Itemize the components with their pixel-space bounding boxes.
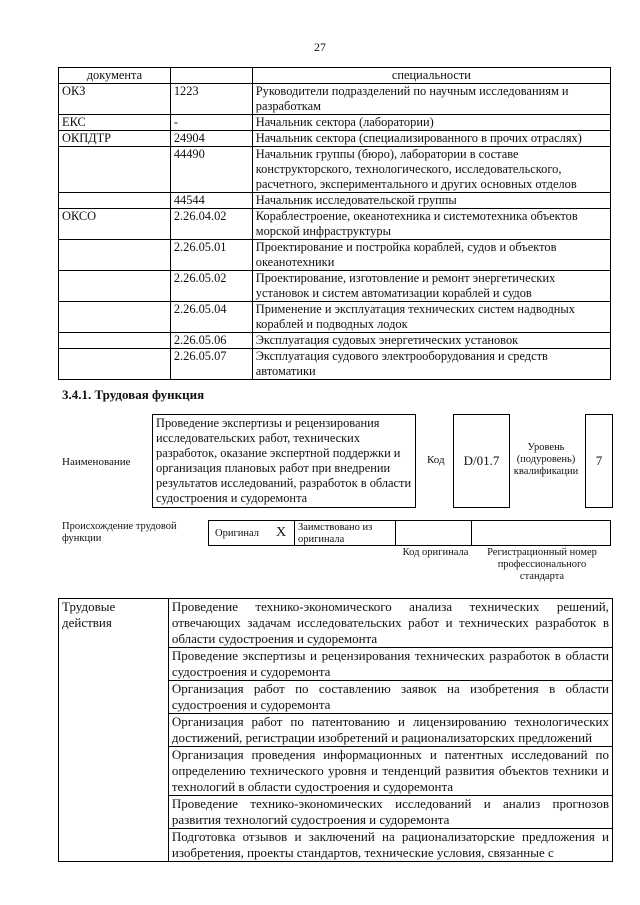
labor-action-item: Проведение технико-экономических исследований и анализ прогнозов развития технологий судостроения и судоремонта bbox=[168, 796, 612, 829]
row-code: 24904 bbox=[170, 131, 252, 147]
row-specialty: Эксплуатация судовых энергетических установок bbox=[252, 333, 610, 349]
table-row bbox=[59, 115, 611, 131]
row-document: ОКПДТР bbox=[59, 131, 171, 147]
row-code: 44490 bbox=[170, 147, 252, 193]
row-specialty: Начальник исследовательской группы bbox=[252, 193, 610, 209]
row-specialty: Начальник сектора (специализированного в прочих отраслях) bbox=[252, 131, 610, 147]
labor-action-item: Организация работ по патентованию и лицензированию технологических достижений, регистрации изобретений и рационализаторских предложений bbox=[168, 714, 612, 747]
row-document: ОКСО bbox=[59, 209, 171, 240]
row-code: 2.26.05.06 bbox=[170, 333, 252, 349]
row-specialty: Руководители подразделений по научным исследованиям и разработкам bbox=[252, 84, 610, 115]
level-label: Уровень (подуровень) квалификации bbox=[513, 442, 579, 477]
labor-actions-label: Трудовые действия bbox=[59, 599, 169, 862]
qualification-level-value: 7 bbox=[595, 453, 603, 468]
documents-table bbox=[58, 67, 611, 380]
table-row bbox=[59, 209, 611, 240]
row-code: 44544 bbox=[170, 193, 252, 209]
origin-label: Происхождение трудовой функции bbox=[62, 521, 177, 544]
table-row bbox=[59, 131, 611, 147]
table-row bbox=[59, 271, 611, 302]
function-name-text: Проведение экспертизы и рецензирования исследовательских работ, технических разработок, оказание экспертной поддержки и организация плановых работ при внедрении результатов исследований, разработок в области судостроения и судоремонта bbox=[156, 416, 412, 505]
page-number: 27 bbox=[314, 40, 326, 54]
borrowed-label: Заимствовано из оригинала bbox=[298, 522, 373, 545]
row-document: ЕКС bbox=[59, 115, 171, 131]
function-name-box bbox=[152, 414, 416, 508]
code-original-caption: Код оригинала bbox=[402, 547, 469, 558]
row-specialty: Начальник группы (бюро), лаборатории в составе конструкторского, технологического, исследовательского, расчетного, экспериментального и других основных отделов bbox=[252, 147, 610, 193]
labor-action-item: Подготовка отзывов и заключений на рационализаторские предложения и изобретения, проекты стандартов, технические условия, связанные с bbox=[168, 829, 612, 862]
cell-divider bbox=[471, 521, 472, 545]
header-specialty: специальности bbox=[252, 68, 610, 84]
cell-divider bbox=[294, 521, 295, 545]
row-specialty: Проектирование и постройка кораблей, судов и объектов океанотехники bbox=[252, 240, 610, 271]
header-code bbox=[170, 68, 252, 84]
registration-number-caption: Регистрационный номер профессионального стандарта bbox=[487, 547, 597, 582]
table-row bbox=[59, 349, 611, 380]
table-header-row bbox=[59, 68, 611, 84]
labor-action-item: Проведение экспертизы и рецензирования технических разработок в области судостроения и судоремонта bbox=[168, 648, 612, 681]
original-label: Оригинал bbox=[215, 528, 259, 539]
section-heading: 3.4.1. Трудовая функция bbox=[62, 387, 205, 402]
code-label: Код bbox=[427, 454, 445, 466]
function-code-value: D/01.7 bbox=[463, 453, 500, 468]
row-code: - bbox=[170, 115, 252, 131]
labor-action-item: Организация работ по составлению заявок на изобретения в области судостроения и судоремонта bbox=[168, 681, 612, 714]
row-code: 1223 bbox=[170, 84, 252, 115]
row-document bbox=[59, 240, 171, 271]
row-document: ОКЗ bbox=[59, 84, 171, 115]
table-row bbox=[59, 193, 611, 209]
function-code-box bbox=[453, 414, 510, 508]
table-row bbox=[59, 240, 611, 271]
row-code: 2.26.05.04 bbox=[170, 302, 252, 333]
row-specialty: Эксплуатация судового электрооборудования и средств автоматики bbox=[252, 349, 610, 380]
row-code: 2.26.05.01 bbox=[170, 240, 252, 271]
table-row bbox=[59, 84, 611, 115]
row-code: 2.26.05.07 bbox=[170, 349, 252, 380]
cell-divider bbox=[395, 521, 396, 545]
row-code: 2.26.05.02 bbox=[170, 271, 252, 302]
row-document bbox=[59, 302, 171, 333]
row-document bbox=[59, 349, 171, 380]
row-specialty: Применение и эксплуатация технических систем надводных кораблей и подводных лодок bbox=[252, 302, 610, 333]
header-document: документа bbox=[59, 68, 171, 84]
row-document bbox=[59, 147, 171, 193]
labor-action-item: Организация проведения информационных и патентных исследований по определению технического уровня и тенденций развития объектов техники и технологий в области судостроения и судоремонта bbox=[168, 747, 612, 796]
original-mark: X bbox=[276, 525, 287, 540]
row-document bbox=[59, 193, 171, 209]
table-row bbox=[59, 333, 611, 349]
row-specialty: Начальник сектора (лаборатории) bbox=[252, 115, 610, 131]
name-label: Наименование bbox=[62, 456, 131, 468]
origin-row bbox=[208, 520, 611, 546]
qualification-level-box bbox=[585, 414, 613, 508]
row-specialty: Кораблестроение, океанотехника и системотехника объектов морской инфраструктуры bbox=[252, 209, 610, 240]
table-row bbox=[59, 302, 611, 333]
row-document bbox=[59, 333, 171, 349]
row-specialty: Проектирование, изготовление и ремонт энергетических установок и систем автоматизации кораблей и судов bbox=[252, 271, 610, 302]
labor-actions-table bbox=[58, 598, 613, 862]
table-row bbox=[59, 147, 611, 193]
labor-action-item: Проведение технико-экономического анализа технических решений, отвечающих задачам исследовательских работ и технических разработок в области судостроения и судоремонта bbox=[168, 599, 612, 648]
table-row bbox=[59, 599, 613, 648]
row-code: 2.26.04.02 bbox=[170, 209, 252, 240]
row-document bbox=[59, 271, 171, 302]
